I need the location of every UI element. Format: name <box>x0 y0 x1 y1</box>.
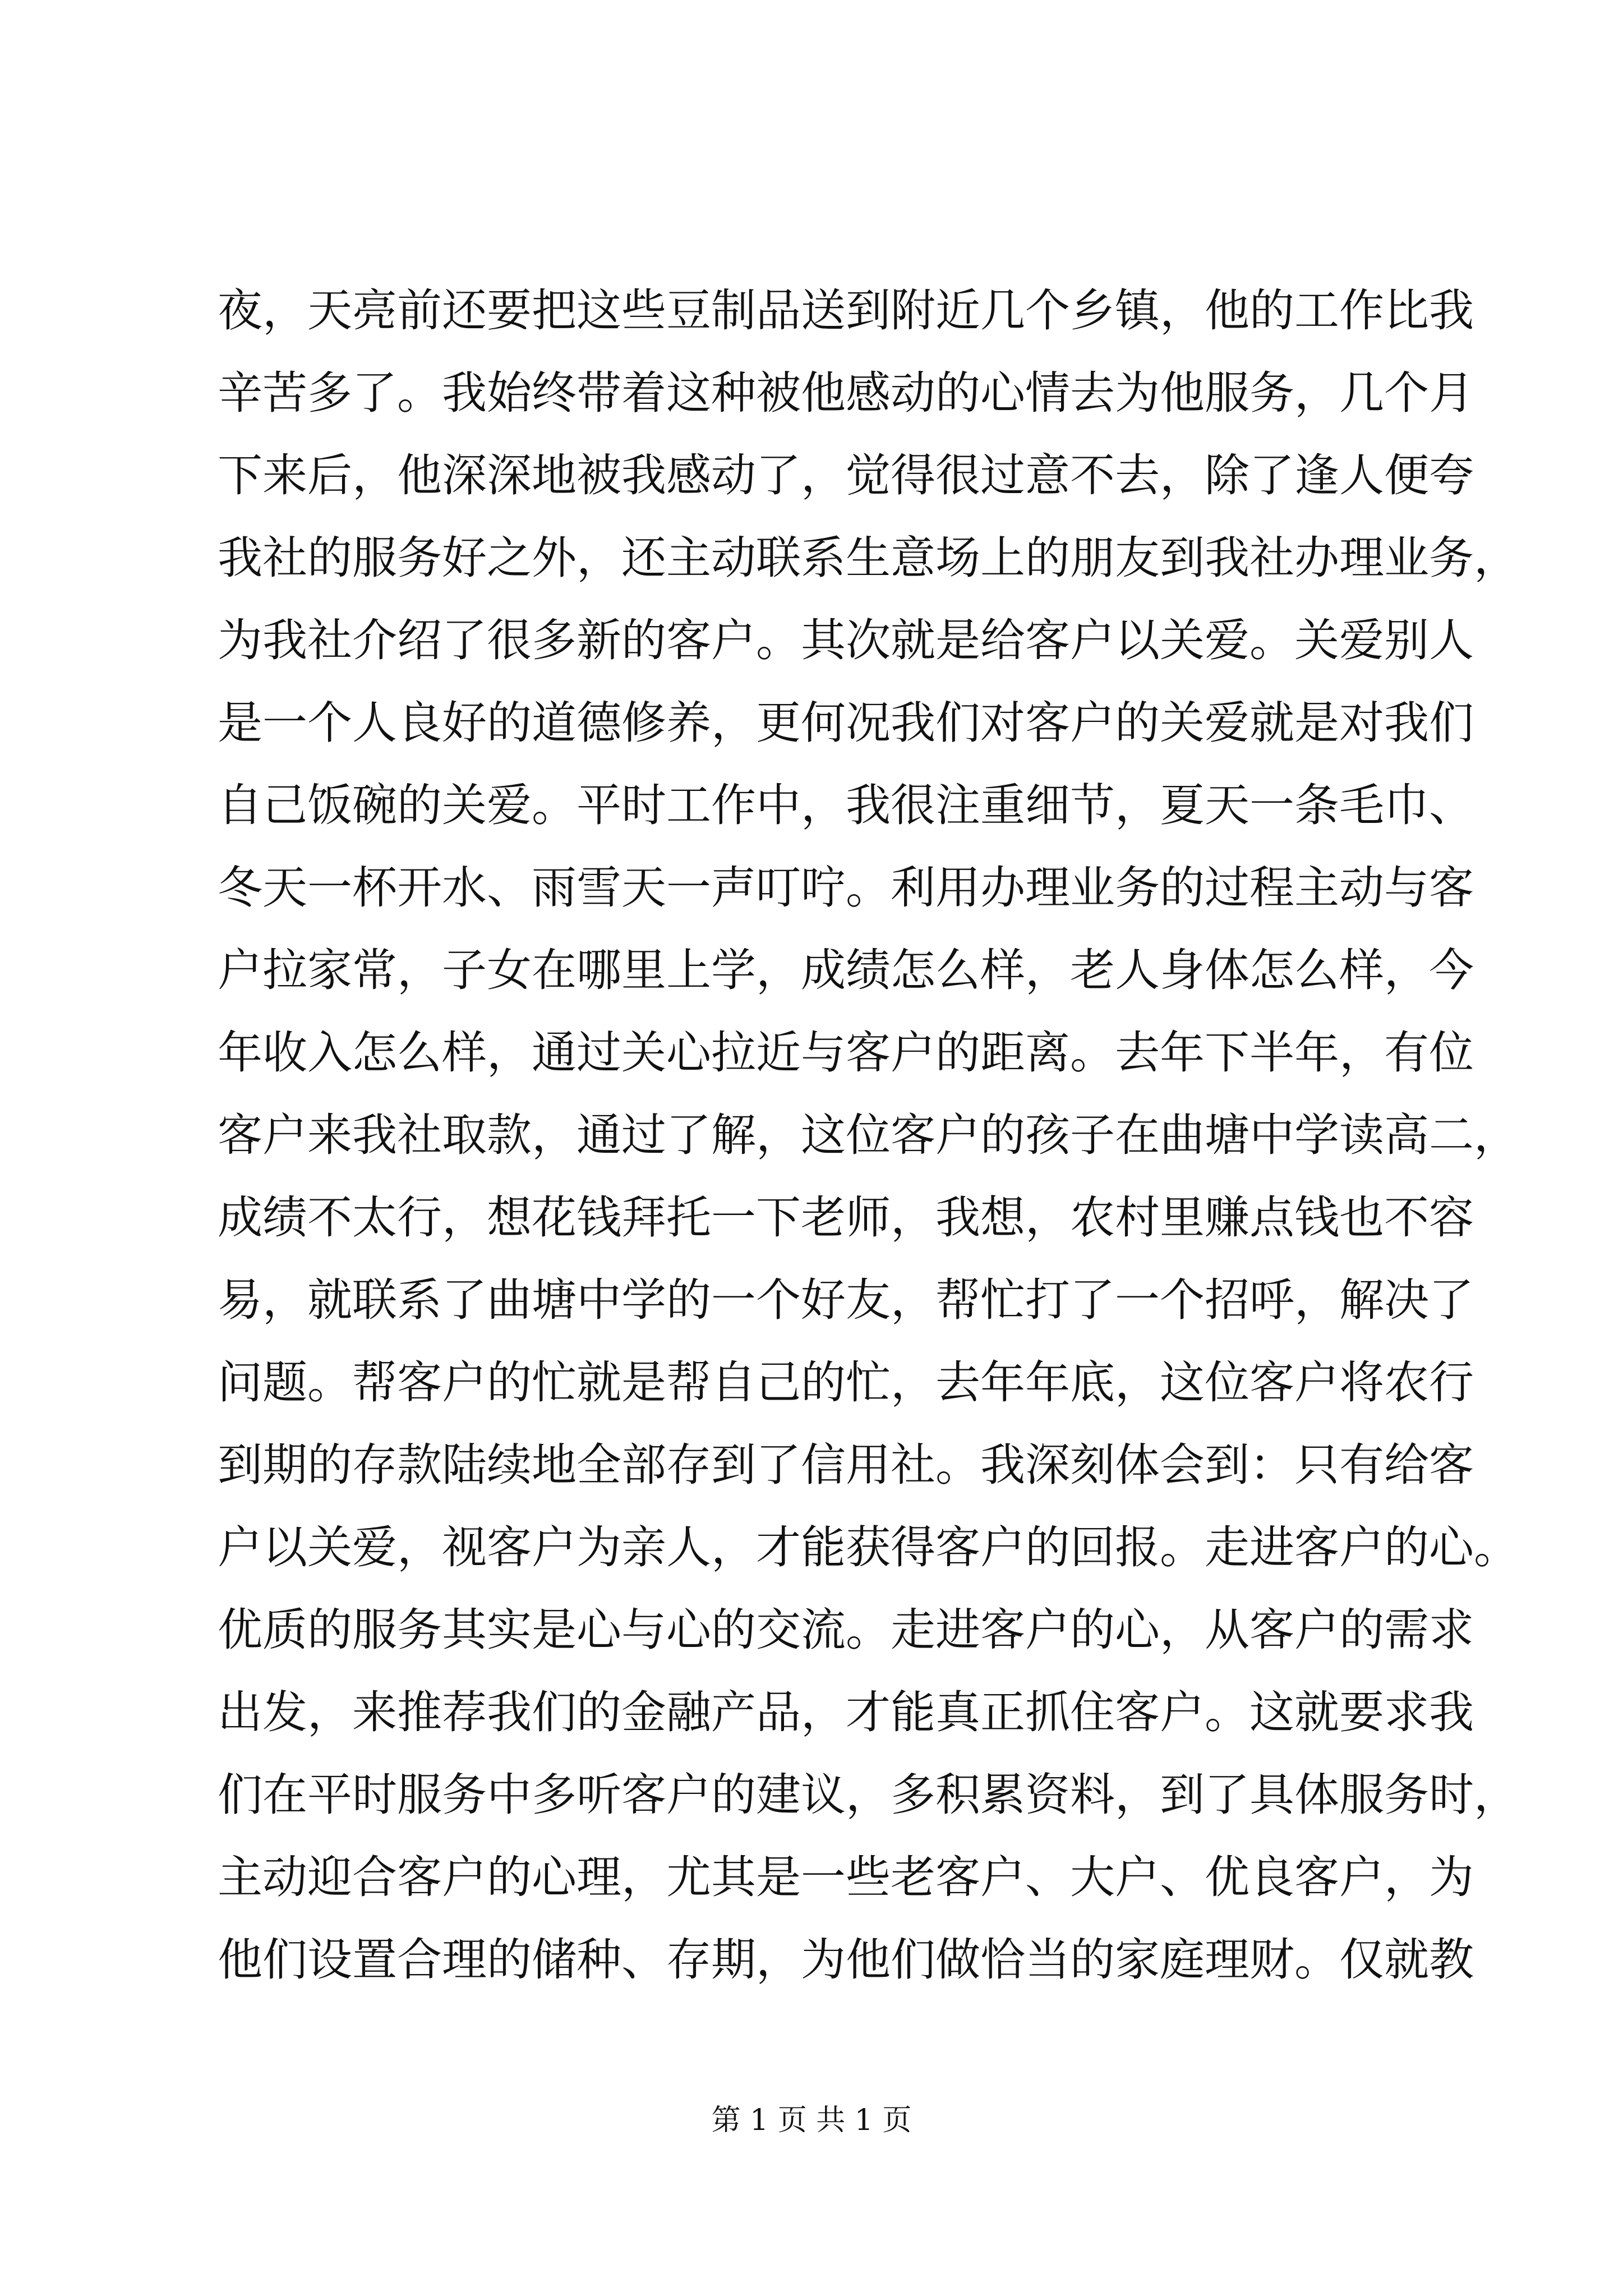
text-line: 为我社介绍了很多新的客户。其次就是给客户以关爱。关爱别人 <box>218 614 1474 666</box>
text-line: 他们设置合理的储种、存期，为他们做恰当的家庭理财。仅就教 <box>218 1934 1474 1986</box>
text-line: 到期的存款陆续地全部存到了信用社。我深刻体会到：只有给客 <box>218 1439 1474 1491</box>
body-text <box>218 269 1519 2001</box>
text-line: 户以关爱，视客户为亲人，才能获得客户的回报。走进客户的心。 <box>218 1521 1519 1573</box>
text-line: 成绩不太行，想花钱拜托一下老师，我想，农村里赚点钱也不容 <box>218 1191 1474 1244</box>
text-line: 出发，来推荐我们的金融产品，才能真正抓住客户。这就要求我 <box>218 1686 1474 1738</box>
text-line: 冬天一杯开水、雨雪天一声叮咛。利用办理业务的过程主动与客 <box>218 862 1474 914</box>
text-line: 下来后，他深深地被我感动了，觉得很过意不去，除了逢人便夸 <box>218 449 1474 501</box>
text-line: 年收入怎么样，通过关心拉近与客户的距离。去年下半年，有位 <box>218 1027 1474 1079</box>
text-line: 主动迎合客户的心理，尤其是一些老客户、大户、优良客户，为 <box>218 1851 1474 1903</box>
text-line: 们在平时服务中多听客户的建议，多积累资料，到了具体服务时， <box>218 1769 1519 1821</box>
page-number-footer: 第 1 页 共 1 页 <box>711 2104 912 2137</box>
text-line: 易，就联系了曲塘中学的一个好友，帮忙打了一个招呼，解决了 <box>218 1274 1474 1326</box>
text-line: 问题。帮客户的忙就是帮自己的忙，去年年底，这位客户将农行 <box>218 1356 1474 1409</box>
text-line: 客户来我社取款，通过了解，这位客户的孩子在曲塘中学读高二， <box>218 1109 1519 1161</box>
text-line: 是一个人良好的道德修养，更何况我们对客户的关爱就是对我们 <box>218 697 1474 749</box>
text-line: 优质的服务其实是心与心的交流。走进客户的心，从客户的需求 <box>218 1604 1474 1656</box>
text-line: 我社的服务好之外，还主动联系生意场上的朋友到我社办理业务， <box>218 532 1519 584</box>
text-line: 自己饭碗的关爱。平时工作中，我很注重细节，夏天一条毛巾、 <box>218 779 1474 831</box>
text-line: 辛苦多了。我始终带着这种被他感动的心情去为他服务，几个月 <box>218 367 1474 419</box>
text-line: 户拉家常，子女在哪里上学，成绩怎么样，老人身体怎么样，今 <box>218 944 1474 996</box>
text-line: 夜，天亮前还要把这些豆制品送到附近几个乡镇，他的工作比我 <box>218 284 1474 337</box>
